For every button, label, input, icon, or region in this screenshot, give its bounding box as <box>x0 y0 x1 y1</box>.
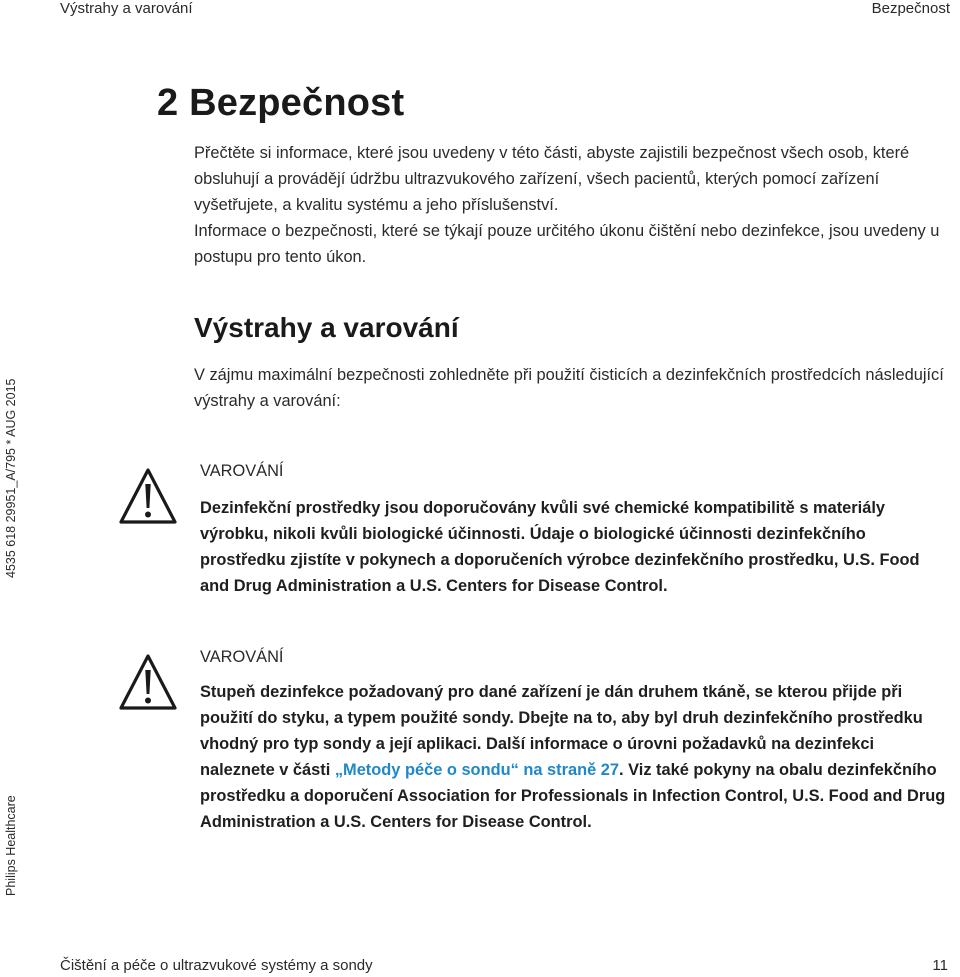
warning-triangle-icon <box>118 466 178 526</box>
section-title: 2 Bezpečnost <box>157 82 405 124</box>
warning-triangle-icon <box>118 652 178 712</box>
running-header-section: Bezpečnost <box>871 0 950 17</box>
running-header-chapter: Výstrahy a varování <box>60 0 193 17</box>
cross-reference-link[interactable]: „Metody péče o sondu“ na straně 27 <box>334 761 620 779</box>
subsection-title: Výstrahy a varování <box>194 312 459 343</box>
section-intro-paragraph: Přečtěte si informace, které jsou uvedeny v této části, abyste zajistili bezpečnost všech osob, které obsluhují a provádějí údržbu ultrazvukového zařízení, všech pacientů, kterých pomocí zařízení vyšetřujete, a kvalitu systému a jeho příslušenství. <box>194 144 910 214</box>
warning-2-text <box>200 679 950 835</box>
page-number: 11 <box>932 957 948 974</box>
section-note-paragraph: Informace o bezpečnosti, které se týkají pouze určitého úkonu čištění nebo dezinfekce, jsou uvedeny u postupu pro tento úkon. <box>194 222 940 266</box>
warning-1-text: Dezinfekční prostředky jsou doporučovány kvůli své chemické kompatibilitě s materiály výrobku, nikoli kvůli biologické účinnosti. Údaje o biologické účinnosti dezinfekčního prostředku zjistíte v pokynech a doporučeních výrobce dezinfekčního prostředku, U.S. Food and Drug Administration a U.S. Centers for Disease Control. <box>200 499 920 595</box>
warning-2-text-end: . Viz také pokyny na obalu dezinfekčního prostředku a doporučení Association for Professionals in Infection Control, U.S. Food and Drug Administration a U.S. Centers for Disease Control. <box>200 761 946 831</box>
warning-2-heading: VAROVÁNÍ <box>200 648 284 666</box>
footer-title: Čištění a péče o ultrazvukové systémy a sondy <box>60 957 373 974</box>
warning-2-text-start: Stupeň dezinfekce požadovaný pro dané zařízení je dán druhem tkáně, se kterou přijde při použití do styku, a typem použité sondy. Dbejte na to, aby byl druh dezinfekčního prostředku vhodný pro typ sondy a její aplikaci. Další informace o úrovni požadavků na dezinfekci naleznete v části <box>200 683 923 779</box>
subsection-intro-paragraph: V zájmu maximální bezpečnosti zohledněte při použití čisticích a dezinfekčních prostředcích následující výstrahy a varování: <box>194 366 944 410</box>
warning-1-heading: VAROVÁNÍ <box>200 462 284 480</box>
